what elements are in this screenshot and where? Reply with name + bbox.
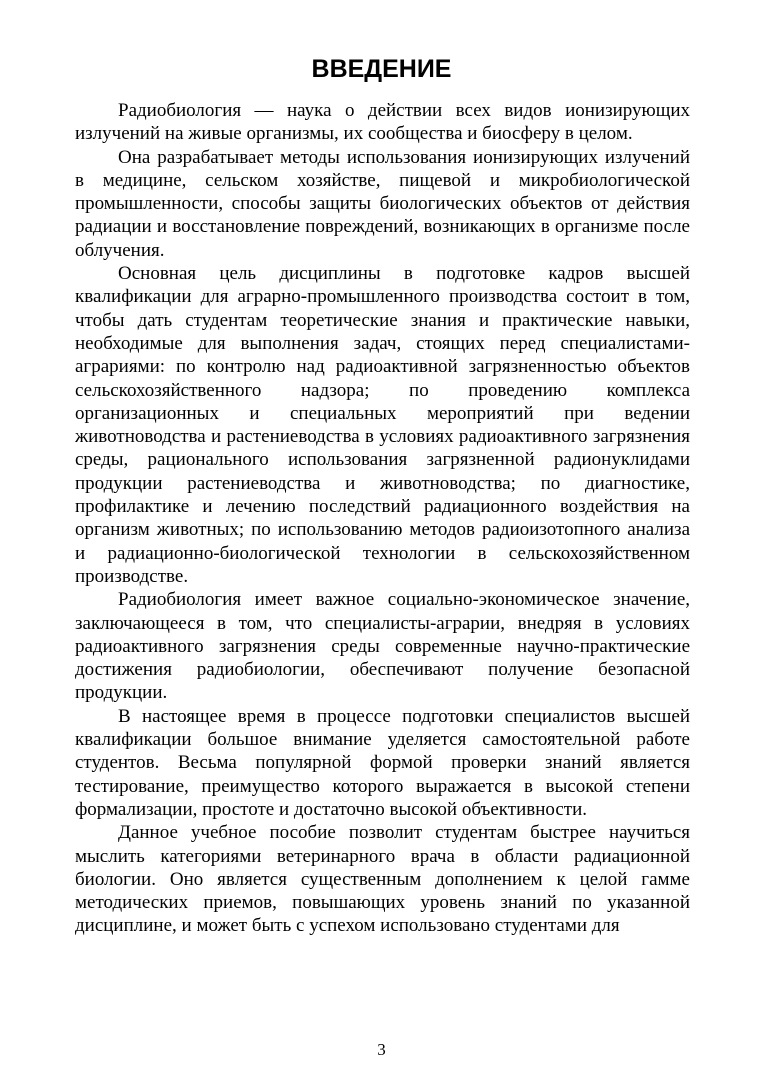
body-text xyxy=(75,99,690,938)
paragraph: Радиобиология — наука о действии всех видов ионизирующих излучений на живые организмы, их сообщества и биосферу в целом. xyxy=(75,100,690,145)
page-title: ВВЕДЕНИЕ xyxy=(311,55,452,83)
page-number: 3 xyxy=(377,1040,386,1059)
paragraph: Основная цель дисциплины в подготовке кадров высшей квалификации для аграрно-промышленного производства состоит в том, чтобы дать студентам теоретические знания и практические навыки, необходимые для выполнения задач, стоящих перед специалистами-аграриями: по контролю над радиоактивной загрязненностью объектов сельскохозяйственного надзора; по проведению комплекса организационных и специальных мероприятий при ведении животноводства и растениеводства в условиях радиоактивного загрязнения среды, рационального использования загрязненной радионуклидами продукции растениеводства и животноводства; по диагностике, профилактике и лечению последствий радиационного воздействия на организм животных; по использованию методов радиоизотопного анализа и радиационно-биологической технологии в сельскохозяйственном производстве. xyxy=(75,263,690,587)
paragraph: Радиобиология имеет важное социально-экономическое значение, заключающееся в том, что специалисты-аграрии, внедряя в условиях радиоактивного загрязнения среды современные научно-практические достижения радиобиологии, обеспечивают получение безопасной продукции. xyxy=(75,589,690,704)
paragraph: Она разрабатывает методы использования ионизирующих излучений в медицине, сельском хозяйстве, пищевой и микробиологической промышленности, способы защиты биологических объектов от действия радиации и восстановление повреждений, возникающих в организме после облучения. xyxy=(75,146,690,261)
paragraph: Данное учебное пособие позволит студентам быстрее научиться мыслить категориями ветеринарного врача в области радиационной биологии. Оно является существенным дополнением к целой гамме методических приемов, повышающих уровень знаний по указанной дисциплине, и может быть с успехом использовано студентами для xyxy=(75,822,690,937)
paragraph: В настоящее время в процессе подготовки специалистов высшей квалификации большое внимание уделяется самостоятельной работе студентов. Весьма популярной формой проверки знаний является тестирование, преимущество которого выражается в высокой степени формализации, простоте и достаточно высокой объективности. xyxy=(75,705,690,820)
